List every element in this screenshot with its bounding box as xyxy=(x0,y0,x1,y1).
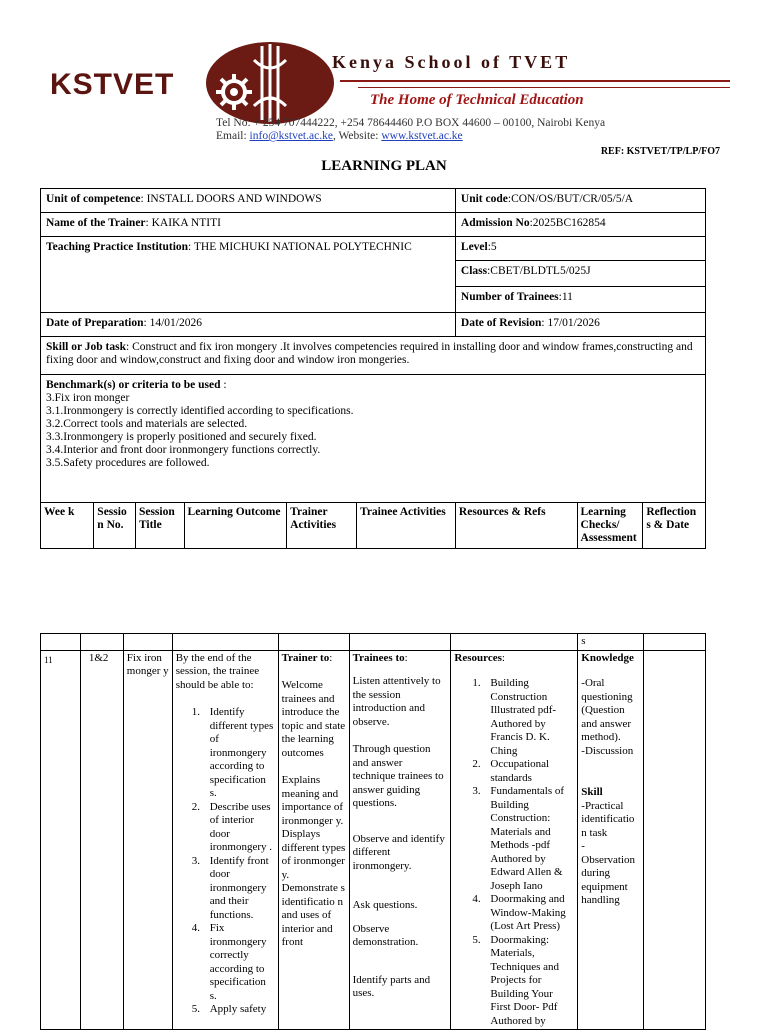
skill-check-item: Observation during equipment handling xyxy=(581,853,636,906)
letterhead xyxy=(40,38,730,150)
outcome-item xyxy=(192,855,275,923)
skill-checks xyxy=(581,800,640,908)
trainer-activity-item: Welcome trainees and introduce the topic and state the learning outcomes xyxy=(281,679,346,759)
column-header: Reflection s & Date xyxy=(643,503,706,549)
trainee-activity-item: Through question and answer technique trainees to answer guiding questions. xyxy=(352,743,444,809)
resource-item-number: 2. xyxy=(472,758,481,770)
school-tagline: The Home of Technical Education xyxy=(370,92,584,108)
page-title: LEARNING PLAN xyxy=(321,158,447,174)
benchmark-item: 3.2.Correct tools and materials are selected. xyxy=(46,418,248,430)
outcome-item-text: Identify front door ironmongery and their functions. xyxy=(209,854,269,921)
outcome-item-text: Fix ironmongery correctly according to specification s. xyxy=(209,922,267,1002)
benchmark-item: 3.Fix iron monger xyxy=(46,392,130,404)
table-header-row xyxy=(41,503,706,549)
trainer-name-cell: Name of the Trainer: KAIKA NTITI xyxy=(41,213,456,237)
column-header: Learning Outcome xyxy=(184,503,287,549)
resource-item-number: 1. xyxy=(472,677,481,689)
school-logo-icon xyxy=(204,40,336,126)
benchmark-list xyxy=(46,392,700,470)
benchmark-item: 3.5.Safety procedures are followed. xyxy=(46,457,210,469)
header-rule xyxy=(358,87,730,88)
outcome-item xyxy=(192,706,275,801)
benchmark-item: 3.4.Interior and front door ironmongery functions correctly. xyxy=(46,444,321,456)
column-header: Sessio n No. xyxy=(94,503,136,549)
outcome-item-number: 3. xyxy=(191,854,200,867)
unit-code-cell: Unit code:CON/OS/BUT/CR/05/5/A xyxy=(455,189,705,213)
resource-item xyxy=(472,934,574,1029)
session-title-cell: Fix iron monger y xyxy=(123,650,172,1030)
benchmark-cell: Benchmark(s) or criteria to be used : 3.Fix iron monger 3.1.Ironmongery is correctly identified according to specifications. 3.2.Correct tools and materials are selected. 3.3.Ironmongery is properly positioned and securely fixed. 3.4.Interior and front door ironmongery functions correctly. 3.5.Safety procedures are followed. xyxy=(41,375,706,503)
school-logo-text: KSTVET xyxy=(50,68,175,101)
continuation-text: s xyxy=(578,634,644,651)
resource-item-text: Building Construction Illustrated pdf- Authored by Francis D. K. Ching xyxy=(490,677,557,757)
knowledge-checks xyxy=(581,677,640,758)
learning-plan-info-table xyxy=(40,188,706,549)
document-ref: REF: KSTVET/TP/LP/FO7 xyxy=(600,146,720,157)
trainee-activities-cell: Trainees to: Listen attentively to the session introduction and observe. Through question and answer technique trainees to answer guiding questions. Observe and identify different ironmongery. Ask questions. Observe demonstration. Identify parts and uses. xyxy=(349,650,451,1030)
resource-item-number: 5. xyxy=(472,933,481,946)
column-header: Trainer Activities xyxy=(287,503,357,549)
resource-item-text: Doormaking and Window-Making (Lost Art Press) xyxy=(490,893,566,932)
trainee-activity-item: Observe demonstration. xyxy=(352,922,419,948)
session-table xyxy=(40,633,706,1030)
outcome-item-text: Describe uses of interior door ironmongery . xyxy=(209,800,273,853)
outcome-item xyxy=(192,801,275,855)
trainee-activity-item: Observe and identify different ironmongery. xyxy=(352,832,445,872)
trainer-activity-list xyxy=(282,679,346,950)
session-row xyxy=(41,650,706,1030)
reflections-cell xyxy=(644,650,706,1030)
resource-item-text: Doormaking: Materials, Techniques and Projects for Building Your First Door- Pdf Authored by xyxy=(490,933,559,1027)
outcome-item-text: Identify different types of ironmongery according to specification s. xyxy=(209,706,274,799)
outcome-item-number: 4. xyxy=(191,922,200,934)
learning-checks-cell: Knowledge -Oral questioning (Question and answer method). -Discussion Skill -Practical identificatio n task - Observation during equipment handling xyxy=(578,650,644,1030)
trainer-activity-item: Explains meaning and importance of ironmonger y. xyxy=(281,774,344,827)
session-no-cell: 1&2 xyxy=(80,650,123,1030)
contact-line: Tel No: + 254 707444222, +254 78644460 P.O BOX 44600 – 00100, Nairobi Kenya xyxy=(216,117,606,129)
number-of-trainees-cell: Number of Trainees:11 xyxy=(455,287,705,313)
learning-outcome-cell: By the end of the session, the trainee should be able to: 1. Identify different types of ironmongery according to specification s. 2. Describe uses of interior door ironmongery . 3. Identify front door ironmongery and their functions. 4. Fix ironmongery correctly according to specification s. 5. Apply safety xyxy=(172,650,278,1030)
date-of-preparation-cell: Date of Preparation: 14/01/2026 xyxy=(41,313,456,337)
contact-line-email: Email: info@kstvet.ac.ke, Website: www.kstvet.ac.ke xyxy=(216,130,463,142)
resource-item xyxy=(472,785,574,893)
email-link[interactable]: info@kstvet.ac.ke xyxy=(249,130,333,142)
class-cell: Class:CBET/BLDTL5/025J xyxy=(455,261,705,287)
header-rule xyxy=(340,80,730,82)
skill-check-item: -Practical identificatio n task xyxy=(581,799,635,839)
knowledge-check-item: -Oral questioning (Question and answer method). xyxy=(581,677,633,743)
trainee-activity-item: Listen attentively to the session introduction and observe. xyxy=(352,675,441,728)
column-header: Session Title xyxy=(135,503,184,549)
week-cell: 11 xyxy=(41,650,81,1030)
admission-no-cell: Admission No:2025BC162854 xyxy=(455,213,705,237)
outcome-item-number: 5. xyxy=(191,1003,200,1015)
knowledge-check-item: -Discussion xyxy=(581,744,634,757)
continuation-row xyxy=(41,634,706,651)
outcome-item-number: 2. xyxy=(191,800,200,813)
resource-item xyxy=(472,758,574,785)
resource-item-text: Occupational standards xyxy=(490,758,550,784)
date-of-revision-cell: Date of Revision: 17/01/2026 xyxy=(455,313,705,337)
column-header: Wee k xyxy=(41,503,94,549)
trainer-activities-cell: Trainer to: Welcome trainees and introduce the topic and state the learning outcomes Explains meaning and importance of ironmonger y. Displays different types of ironmonger y. Demonstrate s identificatio n and uses of interior and front xyxy=(278,650,349,1030)
outcome-item-text: Apply safety xyxy=(209,1003,267,1015)
skill-job-task-cell: Skill or Job task: Construct and fix iron mongery .It involves competencies required in installing door and window frames,constructing and fixing door and window,construct and fixing door and window iron mongeries. xyxy=(41,337,706,375)
outcome-item xyxy=(192,922,275,1003)
resource-item xyxy=(472,893,574,934)
outcome-item xyxy=(192,1003,275,1017)
outcome-list xyxy=(176,706,275,1017)
column-header: Learning Checks/ Assessment xyxy=(577,503,643,549)
trainer-activity-item: Displays different types of ironmonger y. xyxy=(281,828,346,881)
website-link[interactable]: www.kstvet.ac.ke xyxy=(381,130,463,142)
institution-cell: Teaching Practice Institution: THE MICHUKI NATIONAL POLYTECHNIC xyxy=(41,237,456,313)
trainee-activity-item: Identify parts and uses. xyxy=(352,973,431,999)
outcome-item-number: 1. xyxy=(191,706,200,718)
school-name: Kenya School of TVET xyxy=(332,52,571,72)
level-cell: Level:5 xyxy=(455,237,705,261)
resource-item-number: 3. xyxy=(472,785,481,797)
resource-item xyxy=(472,677,574,758)
trainee-activity-list xyxy=(353,675,448,1001)
skill-check-item: - xyxy=(581,840,585,852)
trainer-activity-item: Demonstrate s identificatio n and uses of interior and front xyxy=(281,882,345,948)
unit-of-competence-cell: Unit of competence: INSTALL DOORS AND WINDOWS xyxy=(41,189,456,213)
trainee-activity-item: Ask questions. xyxy=(352,899,418,911)
benchmark-item: 3.1.Ironmongery is correctly identified according to specifications. xyxy=(46,405,354,417)
resources-cell: Resources: 1. Building Construction Illustrated pdf- Authored by Francis D. K. Ching 2. Occupational standards 3. Fundamentals of Building Construction: Materials and Methods -pdf Authored by Edward Allen & Joseph Iano 4. Doormaking and Window-Making (Lost Art Press) 5. Doormaking: Materials, Techniques and Projects for Building Your First Door- Pdf Authored by xyxy=(451,650,578,1030)
resource-item-number: 4. xyxy=(472,893,481,905)
column-header: Trainee Activities xyxy=(357,503,456,549)
column-header: Resources & Refs xyxy=(455,503,577,549)
benchmark-item: 3.3.Ironmongery is properly positioned and securely fixed. xyxy=(46,431,317,443)
resource-item-text: Fundamentals of Building Construction: Materials and Methods -pdf Authored by Edward Allen & Joseph Iano xyxy=(490,785,565,892)
resource-list xyxy=(454,677,574,1028)
